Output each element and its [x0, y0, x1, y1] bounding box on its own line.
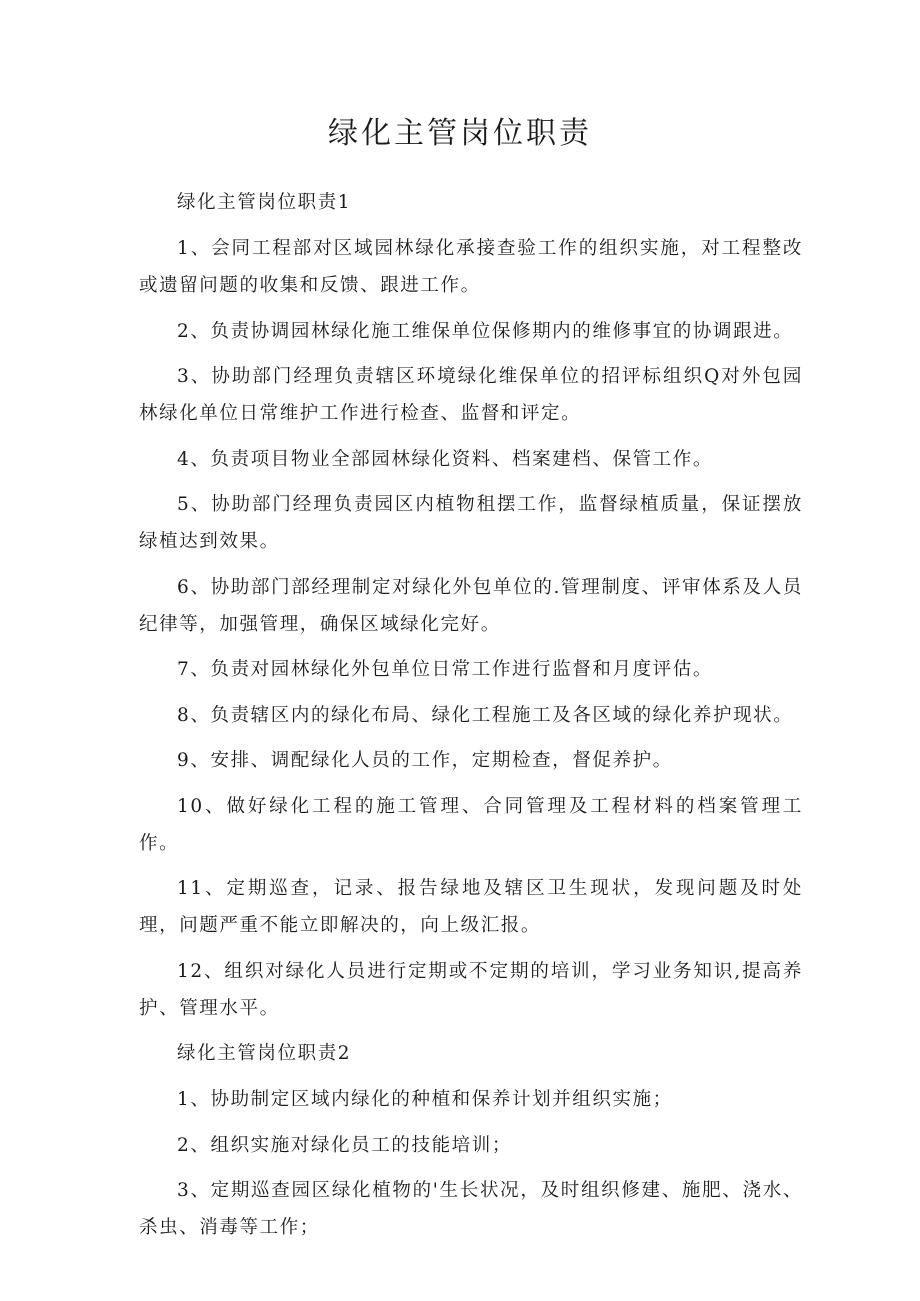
list-item: 3、协助部门经理负责辖区环境绿化维保单位的招评标组织Q对外包园林绿化单位日常维护工作进行检查、监督和评定。 — [139, 366, 803, 424]
list-item: 3、定期巡查园区绿化植物的'生长状况，及时组织修建、施肥、浇水、杀虫、消毒等工作； — [139, 1180, 803, 1238]
list-item: 9、安排、调配绿化人员的工作，定期检查，督促养护。 — [177, 750, 673, 771]
document-title: 绿化主管岗位职责 — [328, 116, 592, 151]
list-item: 5、协助部门经理负责园区内植物租摆工作，监督绿植质量，保证摆放绿植达到效果。 — [139, 494, 803, 552]
section-heading: 绿化主管岗位职责1 — [177, 192, 352, 213]
list-item: 6、协助部门部经理制定对绿化外包单位的.管理制度、评审体系及人员纪律等，加强管理，确保区域绿化完好。 — [139, 576, 803, 635]
list-item: 2、负责协调园林绿化施工维保单位保修期内的维修事宜的协调跟进。 — [177, 320, 794, 342]
list-item: 2、组织实施对绿化员工的技能培训； — [177, 1134, 512, 1156]
list-item: 11、定期巡查，记录、报告绿地及辖区卫生现状，发现问题及时处理，问题严重不能立即解决的，向上级汇报。 — [139, 878, 803, 936]
list-item: 7、负责对园林绿化外包单位日常工作进行监督和月度评估。 — [177, 659, 713, 680]
section-heading: 绿化主管岗位职责2 — [177, 1043, 352, 1064]
list-item: 1、会同工程部对区域园林绿化承接查验工作的组织实施，对工程整改或遗留问题的收集和反馈、跟进工作。 — [139, 238, 803, 296]
list-item: 4、负责项目物业全部园林绿化资料、档案建档、保管工作。 — [177, 448, 713, 470]
list-item: 8、负责辖区内的绿化布局、绿化工程施工及各区域的绿化养护现状。 — [177, 704, 794, 726]
list-item: 10、做好绿化工程的施工管理、合同管理及工程材料的档案管理工作。 — [139, 795, 803, 854]
list-item: 1、协助制定区域内绿化的种植和保养计划并组织实施； — [177, 1089, 673, 1110]
document-body — [139, 184, 803, 1255]
list-item: 12、组织对绿化人员进行定期或不定期的培训，学习业务知识,提高养护、管理水平。 — [139, 960, 803, 1019]
